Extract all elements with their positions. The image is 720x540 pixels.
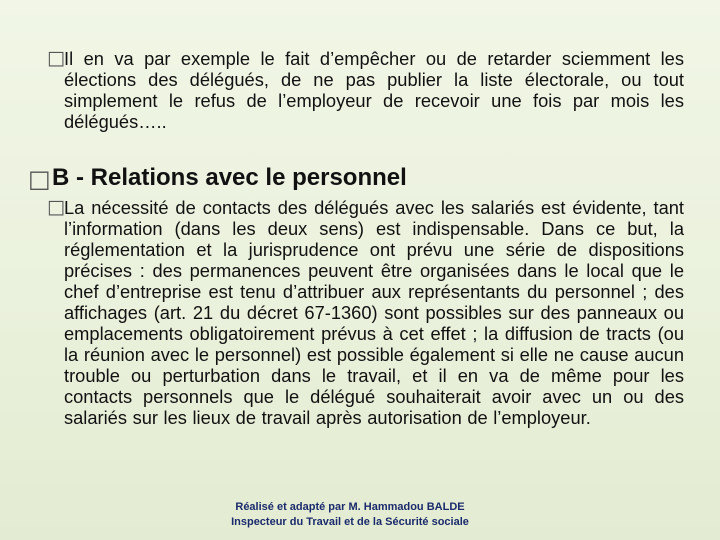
footer-author: Réalisé et adapté par M. Hammadou BALDE — [235, 501, 465, 513]
heading-bullet-icon: □ — [28, 165, 51, 193]
bullet-square-icon: □ — [47, 47, 65, 69]
paragraph-relations-personnel: La nécessité de contacts des délégués avec les salariés est évidente, tant l’information (dans les deux sens) est indispensable. Dans ce but, la réglementation et la jurisprudence ont prévu une série de dispositions précises : des permanences peuvent être organisées dans le local que le chef d’entreprise est tenu d’attribuer aux représentants du personnel ; des affichages (art. 21 du décret 67-1360) sont possibles sur des panneaux ou emplacements obligatoirement prévus à cet effet ; la diffusion de tracts (ou la réunion avec le personnel) est possible également si elle ne cause aucun trouble ou perturbation dans le travail, et il en va de même pour les contacts personnels que le délégué souhaiterait avoir avec un ou des salariés sur les lieux de travail après autorisation de l’employeur. — [64, 197, 684, 428]
paragraph-election-obstruction: Il en va par exemple le fait d’empêcher ou de retarder sciemment les élections des délégués, de ne pas publier la liste électorale, ou tout simplement le refus de l’employeur de recevoir une fois par mois les délégués….. — [64, 48, 684, 132]
section-heading: B - Relations avec le personnel — [52, 164, 407, 191]
footer-author-title: Inspecteur du Travail et de la Sécurité sociale — [231, 516, 469, 528]
bullet-square-icon: □ — [47, 196, 65, 218]
